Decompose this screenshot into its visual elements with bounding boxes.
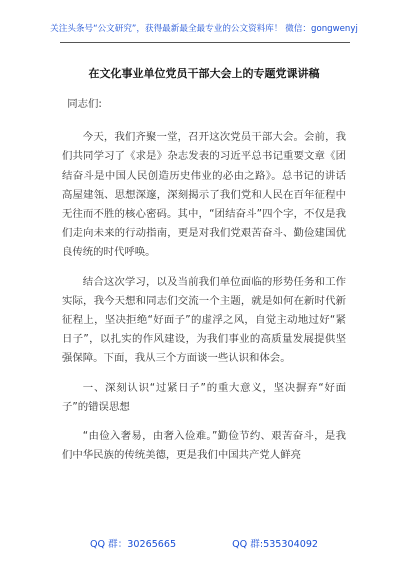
- paragraph-intro: 今天，我们齐聚一堂，召开这次党员干部大会。会前，我们共同学习了《求是》杂志发表的习近平总书记重要文章《团结奋斗是中国人民创造历史伟业的必由之路》。总书记的讲话高屋建瓴、思想深邃，深刻揭示了我们党和人民在百年征程中无往而不胜的核心密码。其中，“团结奋斗”四个字，不仅是我们走向未来的行动指南，更是对我们党艰苦奋斗、勤俭建国优良传统的时代呼唤。: [62, 131, 346, 259]
- header-promo-text: 关注头条号“公文研究”，获得最新最全最专业的公文资料库！ 微信：gongwenyj: [50, 24, 358, 34]
- section-heading-1: 一、深刻认识“过紧日子”的重大意义，坚决摒弃“好面子”的错误思想: [62, 381, 346, 413]
- footer-contact: [0, 536, 408, 550]
- salutation: 同志们:: [67, 98, 102, 110]
- header-divider: [60, 42, 350, 43]
- paragraph-topic: 结合这次学习，以及当前我们单位面临的形势任务和工作实际，我今天想和同志们交流一个主题，就是如何在新时代新征程上，坚决拒绝“好面子”的虚浮之风，自觉主动地过好“紧日子”，以扎实的作风建设，为我们事业的高质量发展提供坚强保障。下面，我从三个方面谈一些认识和体会。: [62, 275, 346, 365]
- footer-qq-group-2: QQ 群:535304092: [232, 539, 319, 550]
- document-title: 在文化事业单位党员干部大会上的专题党课讲稿: [88, 67, 320, 80]
- document-body: [62, 95, 346, 475]
- footer-qq-group-1: QQ 群：30265665: [89, 539, 177, 550]
- paragraph-section-1: “由俭入奢易，由奢入俭难。”勤俭节约、艰苦奋斗，是我们中华民族的传统美德，更是我们中国共产党人鲜亮: [62, 430, 346, 462]
